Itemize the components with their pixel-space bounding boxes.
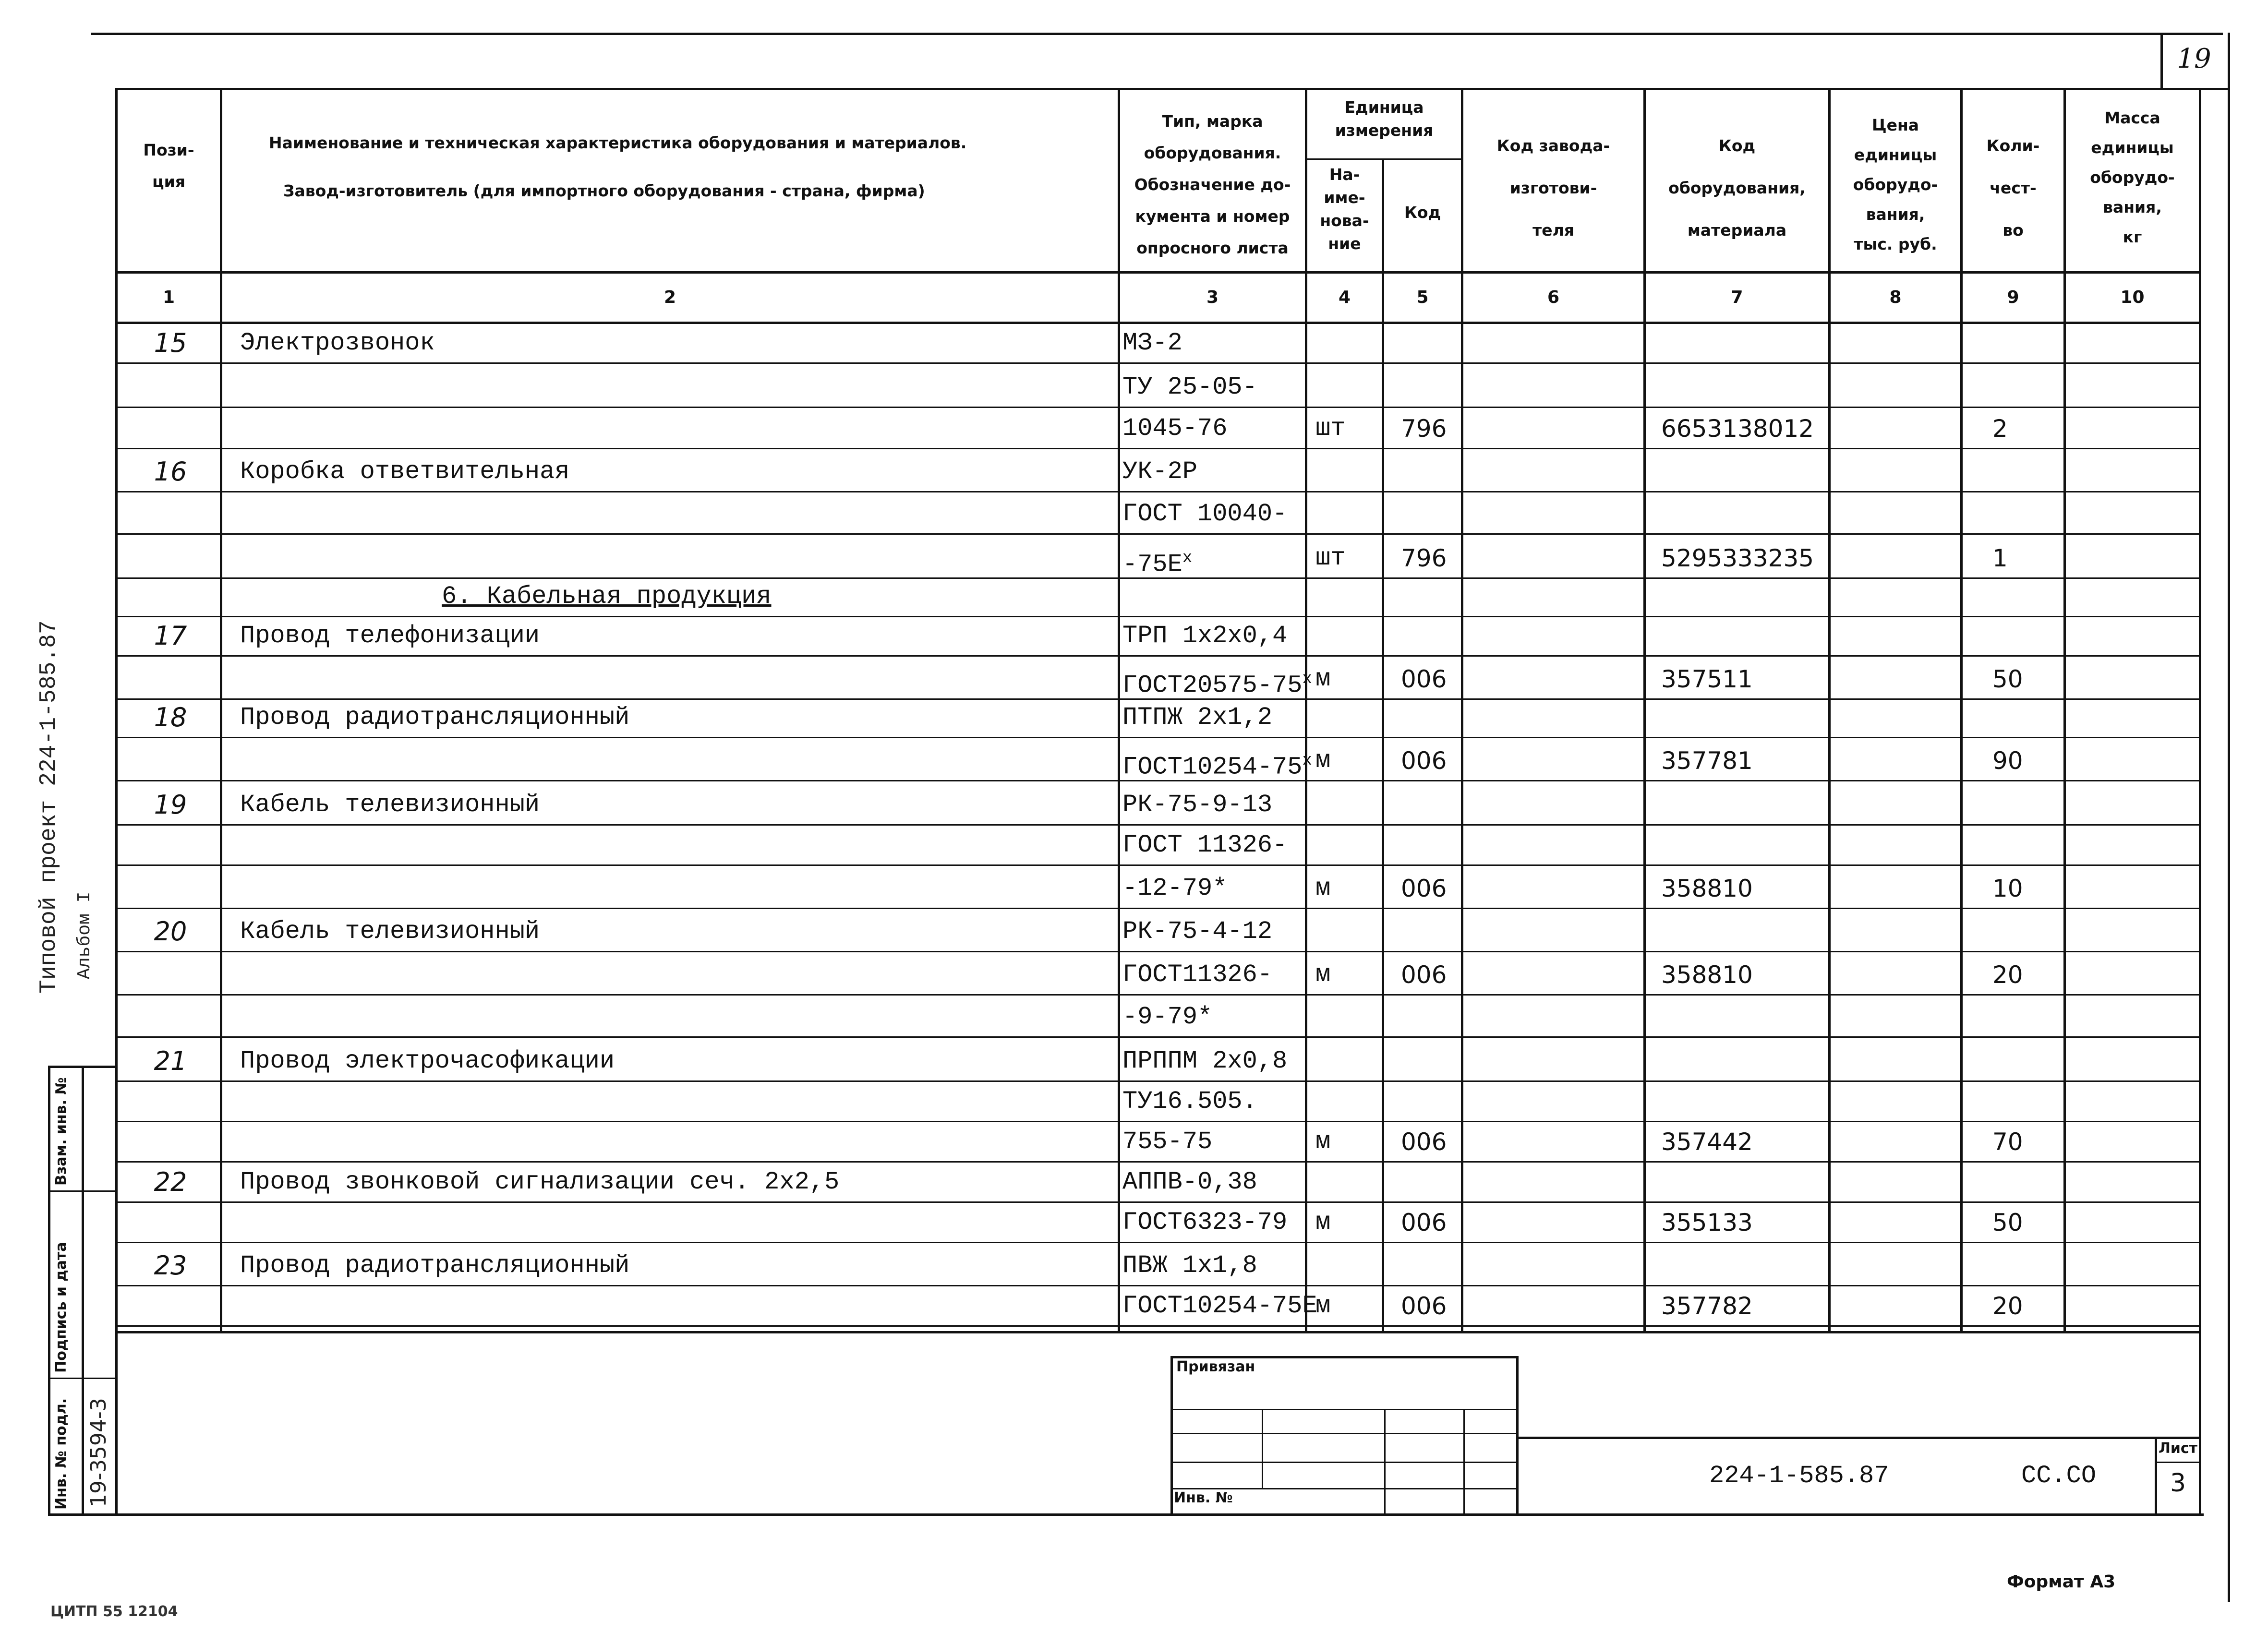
row-qty: 1 xyxy=(1992,544,2008,572)
row-pos: 19 xyxy=(154,790,187,820)
col-sep-7 xyxy=(1828,88,1831,1331)
row-line xyxy=(115,1036,2199,1038)
row-type: ТУ16.505. xyxy=(1122,1087,1257,1116)
row-unit: шт xyxy=(1315,544,1346,572)
col-sep-2 xyxy=(1118,88,1120,1331)
stamp-mark: СС.СО xyxy=(2021,1462,2097,1490)
row-pos: 22 xyxy=(154,1167,187,1197)
colnum-5: 5 xyxy=(1416,288,1429,307)
row-code: 006 xyxy=(1401,875,1447,902)
row-type: РК-75-4-12 xyxy=(1122,917,1273,946)
row-line xyxy=(115,655,2199,657)
row-code: 006 xyxy=(1401,1292,1447,1320)
row-type: -9-79* xyxy=(1122,1003,1213,1031)
header-equipment-code: Код оборудования, материала xyxy=(1668,136,1806,240)
row-qty: 70 xyxy=(1992,1128,2023,1156)
bottom-left-code: ЦИТП 55 12104 xyxy=(50,1603,178,1620)
row-qty: 10 xyxy=(1992,875,2023,902)
row-line xyxy=(115,1201,2199,1203)
colnum-6: 6 xyxy=(1547,288,1560,307)
stamp-list-split xyxy=(2155,1462,2199,1463)
row-code: 006 xyxy=(1401,1209,1447,1236)
colnum-2: 2 xyxy=(664,288,676,307)
row-name: Кабель телевизионный xyxy=(240,917,540,946)
row-mat: 6653138012 xyxy=(1661,415,1814,443)
side-strip-left xyxy=(48,1066,50,1514)
row-line xyxy=(115,448,2199,449)
colnum-9: 9 xyxy=(2007,288,2019,307)
row-qty: 50 xyxy=(1992,1209,2023,1236)
row-type: ТУ 25-05- xyxy=(1122,373,1257,401)
header-name-line2: Завод-изготовитель (для импортного оборудования - страна, фирма) xyxy=(283,181,925,200)
colnum-bottom xyxy=(115,322,2199,324)
stamp-doc-code: 224-1-585.87 xyxy=(1709,1462,1889,1490)
row-unit: м xyxy=(1315,1292,1331,1320)
side-strip-sep-1 xyxy=(48,1190,115,1192)
row-name: Провод электрочасофикации xyxy=(240,1047,615,1075)
row-type: ГОСТ10254-75Е xyxy=(1122,1292,1317,1320)
row-unit: м xyxy=(1315,1128,1331,1156)
row-qty: 90 xyxy=(1992,747,2023,775)
header-plant-code: Код завода- изготови- теля xyxy=(1496,136,1610,240)
row-type: ГОСТ 10040- xyxy=(1122,500,1288,528)
row-pos: 18 xyxy=(154,702,187,732)
col-sep-3 xyxy=(1305,88,1307,1331)
col-sep-5 xyxy=(1461,88,1463,1331)
stamp-list-number: 3 xyxy=(2170,1469,2186,1498)
row-code: 006 xyxy=(1401,1128,1447,1156)
corner-box-left xyxy=(2160,33,2163,90)
stamp-col-1 xyxy=(1262,1409,1263,1488)
header-unit-name: На- име- нова- ние xyxy=(1320,165,1369,253)
row-mat: 357442 xyxy=(1661,1128,1753,1156)
row-line xyxy=(115,1325,2199,1327)
row-type: $ГОСТ20575-75^х$ xyxy=(1122,670,1312,700)
row-line xyxy=(115,533,2199,535)
row-line xyxy=(115,407,2199,408)
row-line xyxy=(115,1242,2199,1243)
row-type: 1045-76 xyxy=(1122,414,1228,443)
side-inv-number: 19-3594-3 xyxy=(86,1398,111,1507)
colnum-4: 4 xyxy=(1338,288,1351,307)
row-type: МЗ-2 xyxy=(1122,329,1182,357)
row-pos: 21 xyxy=(154,1046,187,1076)
stamp-doc-top xyxy=(1516,1437,2199,1439)
col-sep-8 xyxy=(1960,88,1963,1331)
row-qty: 20 xyxy=(1992,961,2023,989)
side-field-inv: Инв. № подл. xyxy=(53,1398,70,1510)
row-name: Кабель телевизионный xyxy=(240,791,540,819)
row-name: Провод телефонизации xyxy=(240,622,540,650)
header-mass: Масса единицы оборудо- вания, кг xyxy=(2090,108,2175,246)
row-type: ПВЖ 1х1,8 xyxy=(1122,1251,1257,1280)
row-code: 796 xyxy=(1401,544,1447,572)
row-name: Провод радиотрансляционный xyxy=(240,1251,630,1280)
row-unit: м xyxy=(1315,665,1331,693)
row-mat: 357782 xyxy=(1661,1292,1753,1320)
row-type: РК-75-9-13 xyxy=(1122,791,1273,819)
row-qty: 2 xyxy=(1992,415,2008,443)
header-name-line1: Наименование и техническая характеристика оборудования и материалов. xyxy=(269,133,967,152)
unit-split-line xyxy=(1305,158,1461,160)
row-pos: 15 xyxy=(154,328,187,358)
row-type: ГОСТ6323-79 xyxy=(1122,1208,1288,1236)
superscript-mark: х xyxy=(1182,549,1193,567)
header-price: Цена единицы оборудо- вания, тыс. руб. xyxy=(1853,116,1938,253)
row-line xyxy=(115,824,2199,826)
row-type: УК-2Р xyxy=(1122,457,1198,486)
stamp-privyazan: Привязан xyxy=(1176,1358,1255,1375)
header-unit-code: Код xyxy=(1404,203,1441,222)
row-qty: 50 xyxy=(1992,665,2023,693)
row-unit: шт xyxy=(1315,414,1346,443)
row-unit: м xyxy=(1315,960,1331,989)
row-line xyxy=(115,616,2199,617)
row-line xyxy=(115,1161,2199,1163)
col-sep-4 xyxy=(1382,158,1384,1331)
header-quantity: Коли- чест- во xyxy=(1986,136,2040,240)
row-line xyxy=(115,737,2199,738)
superscript-mark: х xyxy=(1302,670,1312,688)
row-type: $ГОСТ10254-75^х$ xyxy=(1122,752,1312,781)
colnum-10: 10 xyxy=(2120,288,2145,307)
row-type: ГОСТ11326- xyxy=(1122,960,1273,989)
row-mat: 357511 xyxy=(1661,665,1753,693)
top-frame-line xyxy=(91,33,2223,35)
row-line xyxy=(115,994,2199,996)
row-pos: 23 xyxy=(154,1250,187,1281)
row-line xyxy=(115,908,2199,909)
row-type: ПРППМ 2х0,8 xyxy=(1122,1047,1288,1075)
row-line xyxy=(115,362,2199,364)
row-name: Провод звонковой сигнализации сеч. 2х2,5 xyxy=(240,1168,840,1196)
row-unit: м xyxy=(1315,1208,1331,1236)
row-type: АППВ-0,38 xyxy=(1122,1168,1257,1196)
row-type: ПТПЖ 2х1,2 xyxy=(1122,703,1273,732)
side-strip-mid xyxy=(82,1066,84,1514)
side-album: Альбом I xyxy=(74,891,95,979)
row-name: Коробка ответвительная xyxy=(240,457,570,486)
row-line xyxy=(115,1121,2199,1122)
col-sep-9 xyxy=(2063,88,2066,1331)
row-pos: 17 xyxy=(154,621,187,651)
row-line xyxy=(115,864,2199,866)
row-name: Провод радиотрансляционный xyxy=(240,703,630,732)
table-top xyxy=(115,88,2228,90)
row-mat: 358810 xyxy=(1661,961,1753,989)
superscript-mark: х xyxy=(1302,752,1312,770)
colnum-8: 8 xyxy=(1889,288,1902,307)
side-project-title: Типовой проект 224-1-585.87 xyxy=(36,620,62,994)
colnum-7: 7 xyxy=(1731,288,1743,307)
row-code: 796 xyxy=(1401,415,1447,443)
side-field-sign: Подпись и дата xyxy=(53,1242,70,1373)
row-name: 6. Кабельная продукция xyxy=(442,582,772,611)
right-frame-line xyxy=(2228,33,2230,1602)
row-pos: 20 xyxy=(154,916,187,947)
row-type: $-75Е^х$ xyxy=(1122,549,1193,579)
header-type: Тип, марка оборудования. Обозначение до- кумента и номер опросного листа xyxy=(1134,112,1291,257)
side-strip-top xyxy=(48,1066,115,1068)
row-name: Электрозвонок xyxy=(240,329,435,357)
row-line xyxy=(115,1285,2199,1286)
row-unit: м xyxy=(1315,746,1331,775)
header-bottom xyxy=(115,271,2199,274)
row-type: 755-75 xyxy=(1122,1128,1213,1156)
table-right xyxy=(2199,88,2201,1513)
row-type: ГОСТ 11326- xyxy=(1122,831,1288,859)
colnum-3: 3 xyxy=(1206,288,1219,307)
row-mat: 5295333235 xyxy=(1661,544,1814,572)
header-unit: Единица измерения xyxy=(1335,98,1434,140)
side-field-replace: Взам. инв. № xyxy=(53,1077,70,1186)
stamp-col-3 xyxy=(1463,1409,1465,1513)
stamp-sep-a xyxy=(1516,1356,1519,1513)
row-pos: 16 xyxy=(154,456,187,487)
stamp-col-2 xyxy=(1384,1409,1386,1513)
row-code: 006 xyxy=(1401,665,1447,693)
row-unit: м xyxy=(1315,874,1331,902)
row-mat: 355133 xyxy=(1661,1209,1753,1236)
format-label: Формат А3 xyxy=(2007,1572,2116,1592)
row-type: ТРП 1х2х0,4 xyxy=(1122,622,1288,650)
row-mat: 357781 xyxy=(1661,747,1753,775)
row-code: 006 xyxy=(1401,961,1447,989)
table-body-bottom xyxy=(115,1331,2199,1333)
row-qty: 20 xyxy=(1992,1292,2023,1320)
page-bottom xyxy=(48,1513,2204,1516)
row-code: 006 xyxy=(1401,747,1447,775)
col-sep-6 xyxy=(1643,88,1646,1331)
row-mat: 358810 xyxy=(1661,875,1753,902)
colnum-1: 1 xyxy=(162,288,175,307)
stamp-left xyxy=(1170,1356,1173,1513)
row-line xyxy=(115,951,2199,952)
corner-sheet-number: 19 xyxy=(2177,43,2211,74)
header-position: Пози- ция xyxy=(143,141,194,191)
row-line xyxy=(115,1080,2199,1082)
row-type: -12-79* xyxy=(1122,874,1228,902)
side-strip-sep-2 xyxy=(48,1378,115,1379)
stamp-inv-no: Инв. № xyxy=(1174,1489,1233,1506)
stamp-list-label: Лист xyxy=(2158,1440,2198,1457)
row-line xyxy=(115,491,2199,492)
